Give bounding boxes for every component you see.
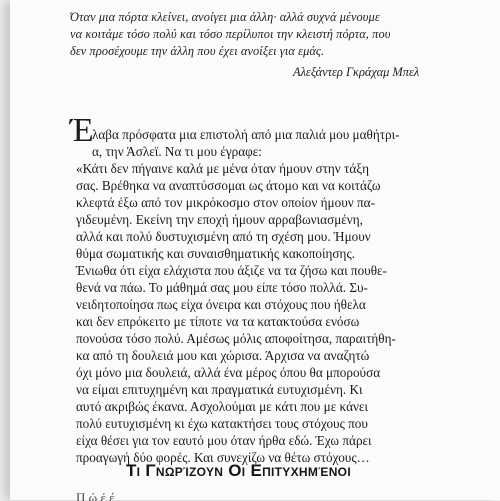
body-line: λαβα πρόσφατα μια επιστολή από μια παλιά μου μαθήτρι-: [92, 127, 400, 142]
body-line: αυτό ακριβώς έκανα. Ασχολούμαι με κάτι που με κάνει: [76, 399, 369, 414]
epigraph-line: να κοιτάμε τόσο πολύ και τόσο περίλυποι την κλειστή πόρτα, που: [70, 27, 391, 41]
epigraph-author: Αλεξάντερ Γκράχαμ Μπελ: [293, 65, 420, 79]
body-line: όχι μόνο μια δουλειά, αλλά ένα μέρος όπου θα μπορούσα: [76, 365, 381, 380]
body-line: α, την Άσλεϊ. Να τι μου έγραφε:: [92, 144, 262, 159]
body-line: πονούσα τόσο πολύ. Αμέσως μόλις αποφοίτησα, παραιτήθη-: [76, 331, 396, 346]
body-line: «Κάτι δεν πήγαινε καλά με μένα όταν ήμουν στην τάξη: [76, 161, 370, 176]
body-line: να είμαι επιτυχημένη και πραγματικά ευτυχισμένη. Κι: [76, 382, 363, 397]
body-line: κλεφτά έξω από τον μικρόκοσμο στον οποίον ήμουν πα-: [76, 195, 375, 210]
body-line: είχα θέσει για τον εαυτό μου όταν ήρθα εδώ. Έχω πάρει: [76, 433, 372, 448]
body-line: πολύ ευτυχισμένη κι έχω κατακτήσει τους στόχους που: [76, 416, 368, 431]
cut-off-line: Π ώ έ έ: [76, 490, 115, 501]
drop-cap: Έ: [70, 112, 94, 149]
body-line: Ένιωθα ότι είχα ελάχιστα που άξιζε να τα ζήσω και πουθε-: [76, 263, 387, 278]
body-line: γιδευμένη. Εκείνη την εποχή ήμουν αρραβωνιασμένη,: [76, 212, 363, 227]
epigraph-line: δεν προσέχουμε την άλλη που έχει ανοίξει για εμάς.: [70, 44, 325, 58]
body-line: προαγωγή δύο φορές. Και συνεχίζω να θέτω στόχους…: [76, 450, 370, 465]
body-line: νειδητοποίησα πως είχα όνειρα και στόχους που ήθελα: [76, 297, 366, 312]
body-line: αλλά και πολύ δυστυχισμένη από τη σχέση μου. Ήμουν: [76, 229, 371, 244]
body-line: σας. Βρέθηκα να αναπτύσσομαι ως άτομο και να κοιτάζω: [76, 178, 381, 193]
section-heading: Τι Γνωρίζουν Οι Επιτυχημένοι: [126, 461, 351, 480]
epigraph-line: Όταν μια πόρτα κλείνει, ανοίγει μια άλλη· αλλά συχνά μένουμε: [70, 10, 380, 24]
book-page: [10, 0, 500, 500]
epigraph: [70, 9, 470, 60]
body-line: θύμα σωματικής και συναισθηματικής κακοποίησης.: [76, 246, 355, 261]
body-line: θενά να πάω. Το μάθημά σας μου είπε τόσο πολλά. Συ-: [76, 280, 368, 295]
body-line: κα από τη δουλειά μου και χώρισα. Άρχισα να αναζητώ: [76, 348, 370, 363]
body-line: και δεν επρόκειτο με τίποτε να τα κατακτούσα ενόσω: [76, 314, 360, 329]
